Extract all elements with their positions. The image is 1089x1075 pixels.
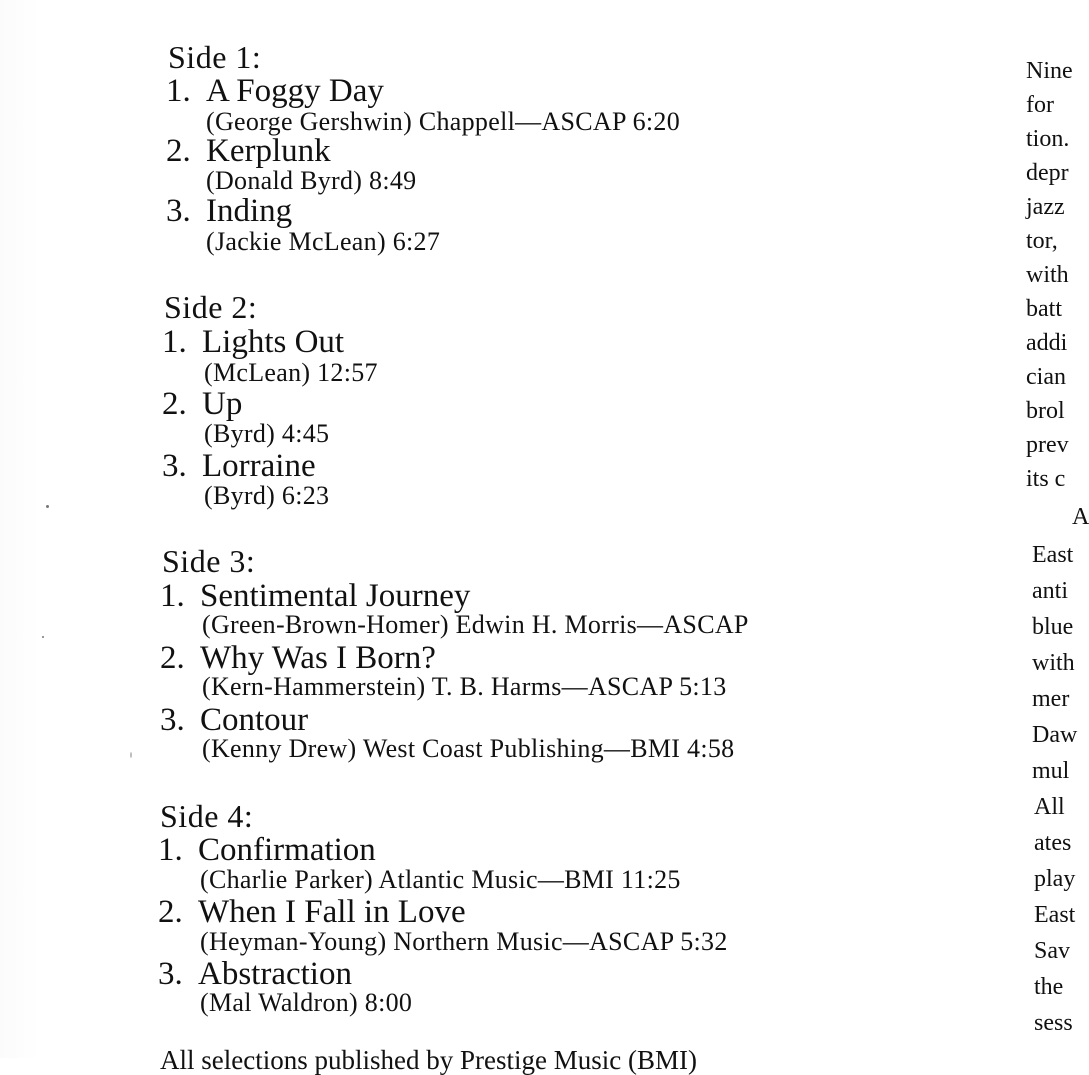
liner-notes-line: sess	[1034, 1010, 1073, 1036]
track-credit: (Byrd) 4:45	[204, 419, 330, 448]
track-title	[160, 703, 308, 737]
track-title	[162, 449, 316, 483]
publishing-footer	[160, 1045, 840, 1075]
publishing-footer-text: All selections published by Prestige Music (BMI)	[160, 1045, 697, 1075]
track-number: 2.	[162, 386, 187, 422]
liner-notes-line: A	[1072, 504, 1089, 530]
track-name: Confirmation	[198, 832, 376, 868]
track-credit: (Kern-Hammerstein) T. B. Harms—ASCAP 5:13	[202, 672, 727, 701]
liner-notes-line: All	[1034, 794, 1065, 820]
track-number: 1.	[158, 832, 183, 868]
liner-notes-line: mer	[1032, 686, 1070, 712]
track-title	[158, 833, 376, 867]
liner-notes-line: play	[1034, 866, 1076, 892]
track-credit: (Byrd) 6:23	[204, 481, 330, 510]
liner-notes-line: ates	[1034, 830, 1072, 856]
track-title	[158, 895, 466, 929]
track-credit: (George Gershwin) Chappell—ASCAP 6:20	[206, 107, 680, 136]
track-credit: (Jackie McLean) 6:27	[206, 227, 441, 256]
liner-notes-line: tion.	[1026, 126, 1070, 152]
liner-notes-line: depr	[1026, 160, 1069, 186]
track-name: Sentimental Journey	[200, 578, 471, 614]
track-name: Inding	[206, 193, 293, 229]
track-number: 3.	[166, 193, 191, 229]
track-credit: (Heyman-Young) Northern Music—ASCAP 5:32	[200, 927, 728, 956]
track-name: Why Was I Born?	[200, 640, 436, 676]
track-credit: (Mal Waldron) 8:00	[200, 988, 413, 1017]
liner-notes-line: blue	[1032, 614, 1074, 640]
liner-notes-line: anti	[1032, 578, 1068, 604]
track-number: 1.	[162, 324, 187, 360]
track-name: Abstraction	[198, 956, 352, 992]
track-name: Up	[202, 386, 243, 422]
liner-notes-line: batt	[1026, 296, 1062, 322]
track-number: 3.	[158, 956, 183, 992]
track-credit: (Green-Brown-Homer) Edwin H. Morris—ASCAP	[202, 610, 749, 639]
side-3-heading: Side 3:	[162, 543, 256, 579]
liner-notes-line: the	[1034, 974, 1064, 1000]
track-number: 3.	[160, 702, 185, 738]
liner-notes-line: addi	[1026, 330, 1068, 356]
liner-notes-line: with	[1032, 650, 1075, 676]
liner-notes-line: mul	[1032, 758, 1070, 784]
track-number: 1.	[166, 73, 191, 109]
track-number: 2.	[160, 640, 185, 676]
liner-notes-line: jazz	[1026, 194, 1065, 220]
track-name: When I Fall in Love	[198, 894, 466, 930]
liner-notes-line: Nine	[1026, 58, 1073, 84]
liner-notes-line: with	[1026, 262, 1069, 288]
track-number: 1.	[160, 578, 185, 614]
track-title	[160, 641, 436, 675]
track-title	[166, 194, 292, 228]
liner-notes-line: cian	[1026, 364, 1066, 390]
side-4-heading: Side 4:	[160, 798, 254, 834]
track-credit: (Charlie Parker) Atlantic Music—BMI 11:25	[200, 865, 681, 894]
track-number: 2.	[158, 894, 183, 930]
liner-notes-line: East	[1032, 542, 1074, 568]
liner-notes-line: East	[1034, 902, 1076, 928]
side-2-heading: Side 2:	[164, 289, 258, 325]
liner-notes-line: tor,	[1026, 228, 1058, 254]
track-title	[166, 134, 331, 168]
liner-notes-line: brol	[1026, 398, 1065, 424]
liner-notes-line: for	[1026, 92, 1054, 118]
track-title	[158, 957, 352, 991]
track-name: Contour	[200, 702, 309, 738]
track-title	[166, 74, 384, 108]
track-credit: (Kenny Drew) West Coast Publishing—BMI 4:58	[202, 734, 735, 763]
side-1-heading: Side 1:	[168, 39, 262, 75]
track-number: 2.	[166, 133, 191, 169]
track-name: Kerplunk	[206, 133, 331, 169]
track-title	[162, 387, 242, 421]
track-credit: (McLean) 12:57	[204, 358, 378, 387]
liner-notes-line: its c	[1026, 466, 1066, 492]
track-credit: (Donald Byrd) 8:49	[206, 166, 417, 195]
liner-notes-line: Sav	[1034, 938, 1070, 964]
track-name: Lights Out	[202, 324, 345, 360]
track-name: A Foggy Day	[206, 73, 384, 109]
liner-notes-column	[1026, 56, 1089, 1058]
liner-notes-line: Daw	[1032, 722, 1078, 748]
track-name: Lorraine	[202, 448, 316, 484]
track-title	[162, 325, 344, 359]
track-number: 3.	[162, 448, 187, 484]
track-title	[160, 579, 470, 613]
liner-notes-line: prev	[1026, 432, 1069, 458]
